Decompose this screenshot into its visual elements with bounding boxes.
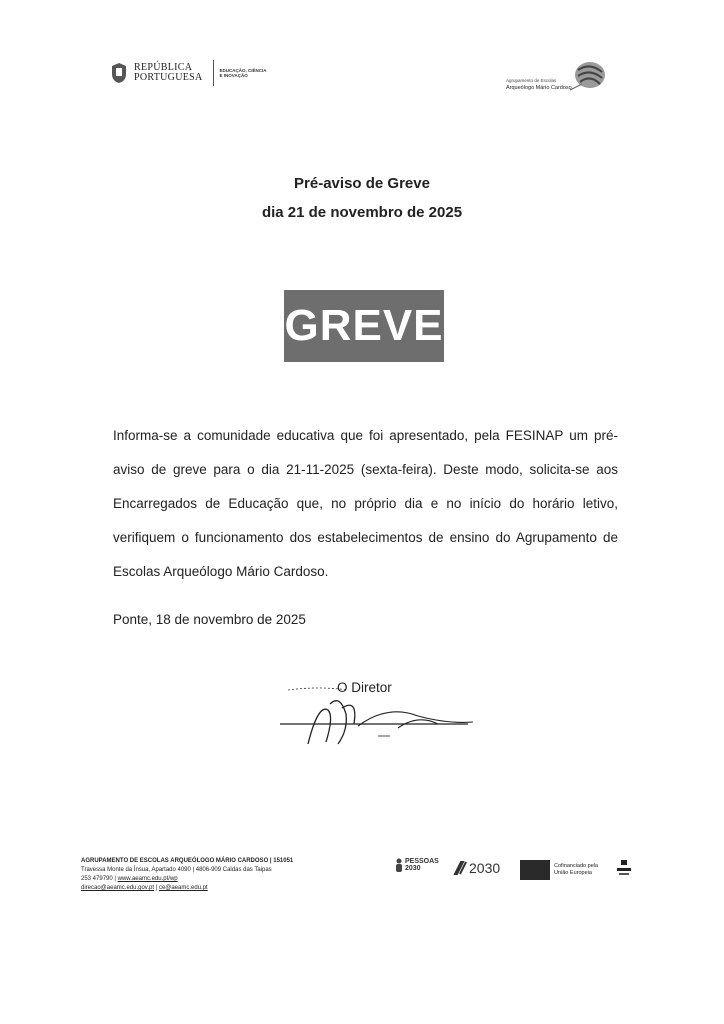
document-subtitle: dia 21 de novembro de 2025 <box>261 204 463 221</box>
school-emblem-icon <box>568 60 608 94</box>
document-title: Pré-aviso de Greve <box>294 175 430 192</box>
pessoas-2030-logo: PESSOAS 2030 <box>395 858 439 872</box>
footer-org: AGRUPAMENTO DE ESCOLAS ARQUEÓLOGO MÁRIO CARDOSO | 151051 <box>81 858 294 864</box>
notice-paragraph: Informa-se a comunidade educativa que foi apresentado, pela FESINAP um pré-aviso de greve para o dia 21-11-2025 (sexta-feira). Deste modo, solicita-se aos Encarregados de Educação que, no próprio dia e no início do horário letivo, verifiquem o funcionamento dos estabelecimentos de ensino do Agrupamento de Escolas Arqueólogo Mário Cardoso. <box>113 428 618 579</box>
funding-logos <box>395 858 635 898</box>
director-label: O Diretor <box>337 680 392 695</box>
website-link[interactable]: www.aeamc.edu.pt/wp <box>117 876 178 882</box>
portuguese-emblem-icon <box>110 62 128 84</box>
header-divider <box>213 60 214 86</box>
footer-address: Travessa Monte da Ínsua, Apartado 4090 | 4806-909 Caldas das Taipas <box>81 867 272 873</box>
agrupamento-name: Arqueólogo Mário Cardoso <box>506 85 572 91</box>
portugal-2030-logo: 2030 <box>453 860 500 876</box>
agrupamento-logo <box>506 60 616 100</box>
republica-text: REPÚBLICA PORTUGUESA <box>134 62 203 83</box>
email-direcao-link[interactable]: direcao@aeamc.edu.gov.pt <box>81 885 155 891</box>
portugal-2030-mark-icon <box>453 860 467 876</box>
place-date: Ponte, 18 de novembro de 2025 <box>113 612 306 627</box>
footer-contact <box>81 857 293 893</box>
republic-mark-icon <box>617 860 631 878</box>
footer-phone-web: 253 479790 | www.aeamc.edu.pt/wp <box>81 876 178 882</box>
footer-emails: direcao@aeamc.edu.gov.pt | ce@aeamc.edu.pt <box>81 885 208 891</box>
eu-flag-icon <box>520 860 550 880</box>
people-icon <box>395 858 403 872</box>
republica-portuguesa-logo <box>110 60 280 86</box>
agrupamento-small-text: Agrupamento de Escolas <box>506 78 557 83</box>
ministry-name: EDUCAÇÃO, CIÊNCIA E INOVAÇÃO <box>219 68 267 78</box>
eu-cofunding-logo: Cofinanciado pela União Europeia <box>520 860 598 880</box>
handwritten-signature <box>278 684 478 748</box>
greve-banner: GREVE <box>284 290 444 362</box>
email-ce-link[interactable]: ce@aeamc.edu.pt <box>158 885 208 891</box>
